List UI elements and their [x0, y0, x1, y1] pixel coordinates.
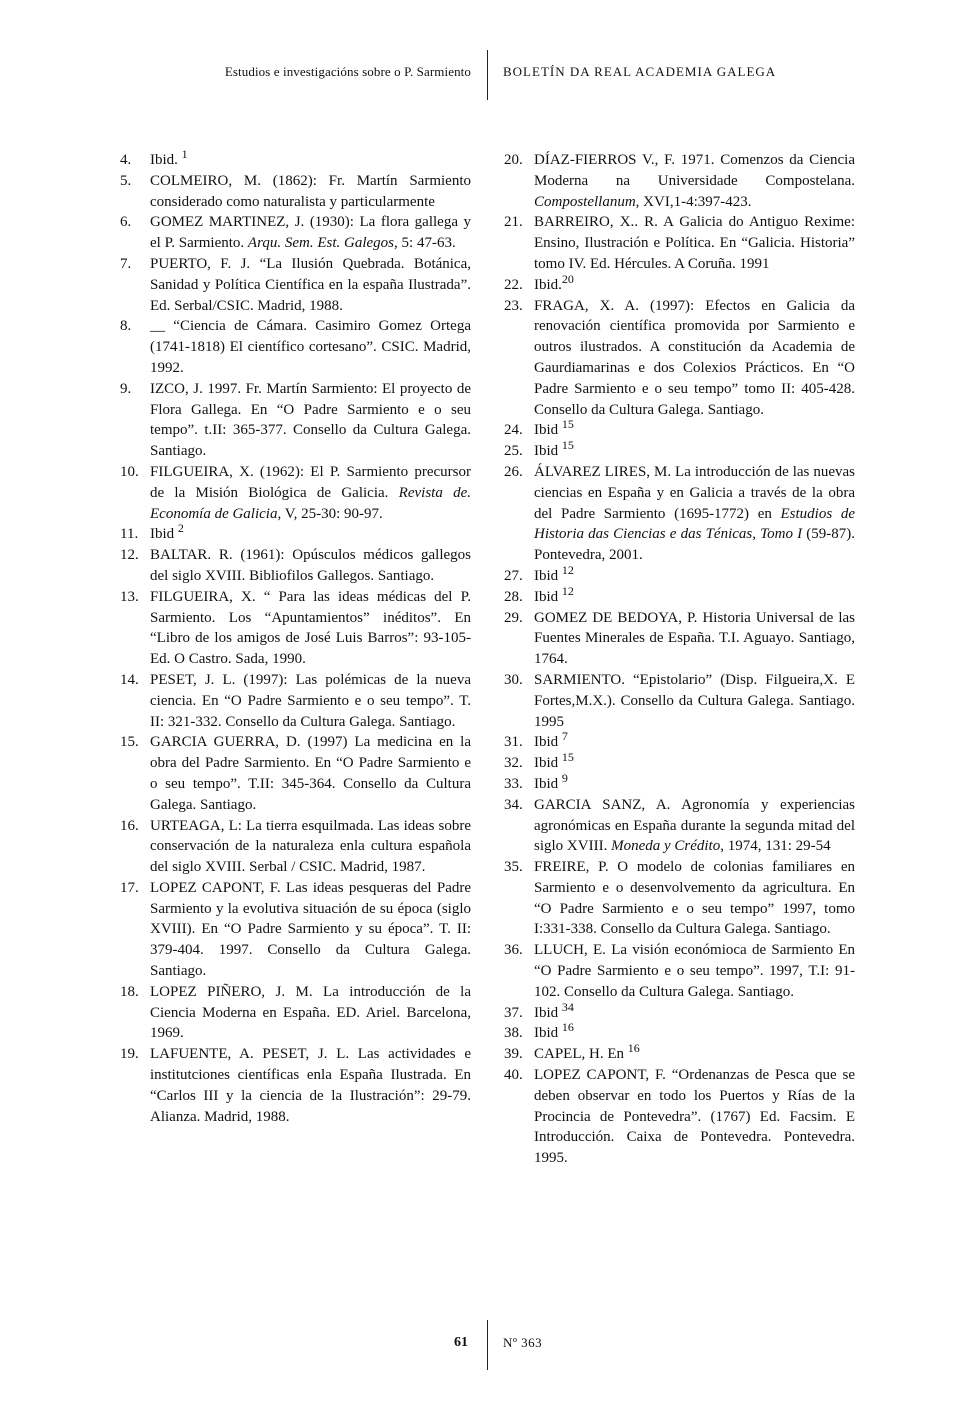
reference-segment: Ibid: [534, 775, 562, 792]
running-header-right: BOLETÍN DA REAL ACADEMIA GALEGA: [503, 64, 777, 79]
reference-number: 29.: [504, 609, 523, 626]
reference-segment: Ibid: [534, 443, 562, 460]
reference-segment: SARMIENTO. “Epistolario” (Disp. Filgueira,X. E Fortes,M.X.). Consello da Cultura Galega. Santiago. 1995: [534, 671, 855, 730]
reference-segment: Ibid: [534, 734, 562, 751]
footnote-ref: 15: [561, 438, 574, 453]
reference-number: 16.: [120, 817, 139, 834]
reference-text: [534, 1065, 855, 1169]
reference-text: [534, 1041, 855, 1065]
footnote-ref: 16: [627, 1041, 640, 1056]
reference-item: [116, 316, 471, 378]
reference-segment: ÁLVAREZ LIRES, M. La introducción de las nuevas ciencias en España y en Galicia a través de la obra del Padre Sarmiento (1695-1772) en: [534, 463, 855, 522]
reference-segment: FRAGA, X. A. (1997): Efectos en Galicia da renovación científica promovida por Sarmiento e outros ilustrados. A constitución da Academia de Gaurdiamarinas e dos Colexios Prácticos. En “O Padre Sarmiento e o seu tempo” tomo II: 405-428. Consello da Cultura Galega. Santiago.: [534, 297, 855, 418]
reference-number: 24.: [504, 422, 523, 439]
reference-item: [500, 271, 855, 296]
reference-item: [116, 254, 471, 316]
reference-segment: , V, 25-30: 90-97.: [277, 505, 383, 522]
reference-text: [534, 583, 855, 608]
reference-number: 4.: [120, 152, 132, 168]
reference-number: 37.: [504, 1004, 523, 1021]
reference-number: 17.: [120, 879, 139, 896]
reference-segment: GOMEZ MARTINEZ, J. (1930): La flora gallega y el P. Sarmiento.: [150, 214, 471, 252]
reference-text: [150, 147, 471, 171]
reference-item: [500, 150, 855, 212]
reference-item: [500, 212, 855, 274]
reference-segment: GARCIA SANZ, A. Agronomía y experiencias agronómicas en España durante la segunda mitad del siglo XVIII.: [534, 796, 855, 855]
reference-text: [534, 857, 855, 940]
reference-number: 10.: [120, 463, 139, 480]
reference-number: 33.: [504, 775, 523, 792]
reference-text: [150, 878, 471, 982]
reference-segment: DÍAZ-FIERROS V., F. 1971. Comenzos da Ciencia Moderna na Universidade Compostelana.: [534, 152, 855, 189]
reference-segment: , XVI,1-4:397-423.: [635, 193, 752, 210]
reference-number: 7.: [120, 255, 132, 272]
reference-number: 15.: [120, 734, 139, 751]
reference-number: 26.: [504, 463, 523, 480]
footnote-ref: 12: [561, 583, 574, 598]
footnote-ref: 12: [561, 562, 574, 577]
reference-number: 35.: [504, 859, 523, 876]
reference-text: [534, 795, 855, 857]
reference-number: 34.: [504, 796, 523, 813]
reference-number: 27.: [504, 567, 523, 584]
reference-text: [534, 150, 855, 212]
reference-number: 30.: [504, 671, 523, 688]
footnote-ref: 20: [561, 271, 574, 286]
reference-item: [500, 940, 855, 1002]
reference-number: 12.: [120, 547, 139, 564]
footer-divider: [487, 1320, 488, 1370]
reference-number: 23.: [504, 297, 523, 314]
reference-item: [116, 732, 471, 815]
reference-number: 28.: [504, 588, 523, 605]
reference-text: [150, 982, 471, 1044]
reference-segment: Ibid: [534, 567, 562, 584]
reference-text: [534, 1020, 855, 1044]
footnote-ref: 15: [561, 417, 574, 432]
reference-item: [116, 521, 471, 545]
reference-text: [534, 417, 855, 441]
reference-segment: LAFUENTE, A. PESET, J. L. Las actividades e institutciones científicas enla España Ilustrada. En “Carlos III y la ciencia de la Ilustración”: 29-79. Alianza. Madrid, 1988.: [150, 1046, 471, 1125]
reference-number: 40.: [504, 1067, 523, 1084]
reference-segment: CAPEL, H. En: [534, 1046, 628, 1063]
reference-segment: LOPEZ CAPONT, F. Las ideas pesqueras del Padre Sarmiento y la evolutiva situación de su época (siglo XVIII). En “O Padre Sarmiento y su época”. T. II: 379-404. 1997. Consello da Cultura Galega. Santiago.: [150, 879, 471, 980]
reference-item: [500, 462, 855, 566]
reference-segment: Ibid: [534, 1025, 562, 1042]
reference-item: [500, 583, 855, 608]
reference-text: [534, 770, 855, 795]
references-column-right: [500, 150, 855, 1169]
reference-segment: PUERTO, F. J. “La Ilusión Quebrada. Botánica, Sanidad y Política Científica en la españa Ilustrada”. Ed. Serbal/CSIC. Madrid, 1988.: [150, 255, 471, 314]
italic-title: Moneda y Crédito: [611, 838, 721, 855]
reference-text: [150, 816, 471, 878]
reference-segment: LOPEZ PIÑERO, J. M. La introducción de la Ciencia Moderna en España. ED. Ariel. Barcelona, 1969.: [150, 983, 471, 1042]
reference-item: [500, 1020, 855, 1044]
reference-number: 31.: [504, 734, 523, 751]
reference-text: [150, 171, 471, 213]
reference-segment: Ibid.: [534, 276, 562, 293]
reference-text: [534, 670, 855, 732]
reference-segment: LLUCH, E. La visión económioca de Sarmiento En “O Padre Sarmiento e o seu tempo”. 1997, T.I: 91-102. Consello da Cultura Galega. Santiago.: [534, 942, 855, 1000]
reference-text: [534, 940, 855, 1002]
reference-number: 9.: [120, 380, 132, 397]
reference-item: [500, 562, 855, 587]
reference-item: [500, 857, 855, 940]
reference-segment: GOMEZ DE BEDOYA, P. Historia Universal de las Fuentes Minerales de España. T.I. Aguayo. Santiago, 1764.: [534, 609, 855, 668]
reference-number: 14.: [120, 671, 139, 688]
reference-item: [116, 587, 471, 670]
reference-segment: Ibid: [534, 588, 562, 605]
reference-segment: Ibid: [150, 526, 178, 543]
italic-title: Revista de. Economía de Galicia: [150, 484, 472, 522]
reference-segment: FILGUEIRA, X. “ Para las ideas médicas del P. Sarmiento. Los “Apuntamientos” inéditos”. En “Libro de los amigos de José Luis Barros”: 93-105- Ed. O Castro. Sada, 1990.: [150, 588, 471, 668]
reference-segment: Ibid: [534, 1004, 562, 1021]
reference-number: 5.: [120, 172, 132, 189]
italic-title: Estudios de Historia das Ciencias e das Ténicas, Tomo I: [534, 505, 855, 543]
reference-segment: , 5: 47-63.: [394, 235, 456, 252]
reference-text: [150, 521, 471, 545]
reference-segment: FREIRE, P. O modelo de colonias familiares en Sarmiento e o desenvolvemento da agricultura. En “O Padre Sarmiento e o seu tempo” 1997, tomo I:331-338. Consello da Cultura Galega. Santiago.: [534, 859, 855, 938]
footnote-ref: 15: [561, 750, 574, 765]
footnote-ref: 7: [561, 729, 568, 744]
reference-text: [150, 379, 471, 462]
reference-item: [116, 816, 471, 878]
reference-item: [116, 878, 471, 982]
reference-segment: BALTAR. R. (1961): Opúsculos médicos gallegos del siglo XVIII. Bibliofilos Gallegos. Santiago.: [150, 547, 471, 584]
footnote-ref: 16: [561, 1020, 574, 1035]
reference-text: [150, 462, 471, 524]
reference-text: [150, 316, 471, 378]
reference-segment: __ “Ciencia de Cámara. Casimiro Gomez Ortega (1741-1818) El científico cortesano”. CSIC. Madrid, 1992.: [150, 318, 471, 376]
reference-item: [500, 608, 855, 670]
reference-item: [500, 999, 855, 1024]
reference-number: 39.: [504, 1046, 523, 1063]
reference-number: 11.: [120, 526, 139, 543]
reference-segment: LOPEZ CAPONT, F. “Ordenanzas de Pesca que se deben observar en todo los Puertos y Rías de la Procincia de Pontevedra”. (1767) Ed. Facsim. E Introducción. Caixa de Pontevedra. Pontevedra. 1995.: [534, 1067, 855, 1167]
footnote-ref: 2: [177, 521, 184, 536]
reference-segment: Ibid: [534, 422, 562, 439]
reference-text: [534, 999, 855, 1024]
reference-item: [116, 379, 471, 462]
reference-text: [150, 732, 471, 815]
reference-item: [116, 982, 471, 1044]
reference-segment: PESET, J. L. (1997): Las polémicas de la nueva ciencia. En “O Padre Sarmiento e o seu tempo”. T. II: 321-332. Consello da Cultura Galega. Santiago.: [150, 671, 471, 730]
reference-segment: COLMEIRO, M. (1862): Fr. Martín Sarmiento considerado como naturalista y particularmente: [150, 172, 471, 210]
reference-text: [534, 729, 855, 753]
reference-number: 20.: [504, 152, 523, 168]
reference-number: 25.: [504, 443, 523, 460]
italic-title: Compostellanum: [534, 193, 636, 210]
reference-item: [116, 670, 471, 732]
footnote-ref: 34: [561, 999, 574, 1014]
references-column-left: [116, 147, 472, 1127]
reference-text: [534, 750, 855, 774]
reference-item: [500, 729, 855, 753]
reference-item: [500, 1041, 855, 1065]
reference-text: [534, 438, 855, 462]
reference-item: [500, 1065, 855, 1169]
header-divider: [487, 50, 488, 100]
reference-segment: Ibid.: [150, 152, 182, 168]
reference-item: [500, 795, 855, 857]
reference-text: [534, 608, 855, 670]
reference-number: 18.: [120, 983, 139, 1000]
footnote-ref: 9: [561, 770, 568, 785]
reference-text: [534, 562, 855, 587]
reference-segment: (59-87). Pontevedra, 2001.: [534, 526, 855, 564]
reference-item: [116, 212, 471, 254]
reference-item: [116, 171, 471, 213]
reference-text: [534, 271, 855, 296]
reference-number: 19.: [120, 1046, 139, 1063]
reference-item: [500, 770, 855, 795]
reference-text: [150, 545, 471, 587]
page-number: 61: [454, 1335, 468, 1350]
reference-number: 6.: [120, 214, 132, 231]
reference-text: [150, 670, 471, 732]
reference-text: [150, 1044, 471, 1127]
reference-item: [116, 545, 471, 587]
issue-number: Nº 363: [503, 1335, 543, 1350]
reference-segment: GARCIA GUERRA, D. (1997) La medicina en la obra del Padre Sarmiento. En “O Padre Sarmiento e o seu tempo”. T.II: 345-364. Consello da Cultura Galega. Santiago.: [150, 734, 471, 813]
reference-text: [150, 587, 471, 670]
reference-text: [534, 296, 855, 421]
reference-item: [500, 296, 855, 421]
reference-item: [116, 147, 471, 171]
reference-segment: FILGUEIRA, X. (1962): El P. Sarmiento precursor de la Misión Biológica de Galicia.: [150, 463, 471, 501]
reference-segment: URTEAGA, L: La tierra esquilmada. Las ideas sobre conservación de la naturaleza enla cultura española del siglo XVIII. Serbal / CSIC. Madrid, 1987.: [150, 817, 471, 876]
reference-number: 8.: [120, 318, 132, 335]
reference-item: [500, 417, 855, 441]
reference-number: 21.: [504, 214, 523, 231]
reference-number: 13.: [120, 588, 139, 605]
reference-item: [116, 1044, 471, 1127]
running-header-left: Estudios e investigacións sobre o P. Sarmiento: [224, 64, 471, 79]
reference-number: 38.: [504, 1025, 523, 1042]
footnote-ref: 1: [181, 147, 188, 161]
reference-text: [150, 254, 471, 316]
reference-item: [116, 462, 471, 524]
reference-segment: IZCO, J. 1997. Fr. Martín Sarmiento: El proyecto de Flora Gallega. En “O Padre Sarmiento e o seu tempo”. t.II: 365-377. Consello da Cultura Galega. Santiago.: [150, 380, 471, 460]
reference-number: 22.: [504, 276, 523, 293]
reference-number: 32.: [504, 755, 523, 772]
reference-text: [534, 462, 855, 566]
reference-text: [150, 212, 471, 254]
italic-title: Arqu. Sem. Est. Galegos: [247, 235, 395, 252]
reference-item: [500, 670, 855, 732]
reference-segment: BARREIRO, X.. R. A Galicia do Antiguo Rexime: Ensino, Ilustración e Política. En “Galicia. Historia” tomo IV. Ed. Hércules. A Coruña. 1991: [534, 214, 855, 272]
reference-text: [534, 212, 855, 274]
reference-number: 36.: [504, 942, 523, 959]
reference-item: [500, 750, 855, 774]
reference-item: [500, 438, 855, 462]
reference-segment: Ibid: [534, 755, 562, 772]
reference-segment: , 1974, 131: 29-54: [720, 838, 831, 855]
